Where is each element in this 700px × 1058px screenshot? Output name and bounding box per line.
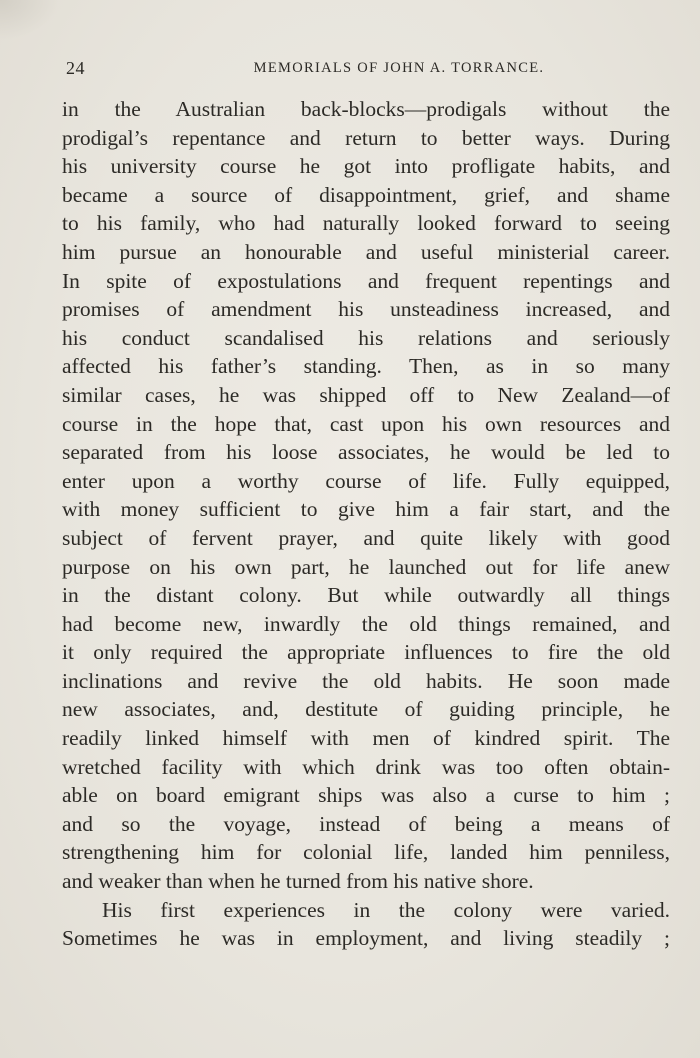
text-line: course in the hope that, cast upon his own resources and xyxy=(62,411,670,436)
text-line: separated from his loose associates, he would be led to xyxy=(62,440,670,465)
text-line-indented: His first experiences in the colony were varied. xyxy=(102,897,670,922)
text-line: readily linked himself with men of kindred spirit. The xyxy=(62,726,670,751)
text-line: purpose on his own part, he launched out for life anew xyxy=(62,554,670,579)
text-line: new associates, and, destitute of guiding principle, he xyxy=(62,697,670,722)
page-header xyxy=(66,58,670,82)
page-number: 24 xyxy=(66,58,85,78)
text-line: it only required the appropriate influences to fire the old xyxy=(62,640,670,665)
text-line: promises of amendment his unsteadiness increased, and xyxy=(62,297,670,322)
text-line: able on board emigrant ships was also a curse to him ; xyxy=(62,783,670,808)
text-line: Sometimes he was in employment, and living steadily ; xyxy=(62,926,670,951)
text-line: his conduct scandalised his relations and seriously xyxy=(62,325,670,350)
text-line: wretched facility with which drink was too often obtain- xyxy=(62,754,670,779)
text-line: became a source of disappointment, grief, and shame xyxy=(62,182,670,207)
page-corner-smudge xyxy=(0,0,60,40)
text-line: inclinations and revive the old habits. He soon made xyxy=(62,668,670,693)
running-title: MEMORIALS OF JOHN A. TORRANCE. xyxy=(253,60,545,76)
text-line: his university course he got into profligate habits, and xyxy=(62,154,670,179)
text-line: enter upon a worthy course of life. Fully equipped, xyxy=(62,468,670,493)
text-line: in the Australian back-blocks—prodigals without the xyxy=(62,97,670,121)
text-line: with money sufficient to give him a fair start, and the xyxy=(62,497,670,522)
text-line: to his family, who had naturally looked forward to seeing xyxy=(62,211,670,236)
text-line: and weaker than when he turned from his native shore. xyxy=(62,869,534,894)
text-line: similar cases, he was shipped off to New Zealand—of xyxy=(62,382,670,407)
text-line: him pursue an honourable and useful ministerial career. xyxy=(62,239,670,264)
text-line: subject of fervent prayer, and quite likely with good xyxy=(62,525,670,550)
text-line: strengthening him for colonial life, landed him penniless, xyxy=(62,840,670,865)
text-line: had become new, inwardly the old things remained, and xyxy=(62,611,670,636)
text-line: affected his father’s standing. Then, as in so many xyxy=(62,354,670,379)
text-line: in the distant colony. But while outwardly all things xyxy=(62,583,670,608)
body-text xyxy=(62,95,670,953)
text-line: In spite of expostulations and frequent repentings and xyxy=(62,268,670,293)
text-line: and so the voyage, instead of being a means of xyxy=(62,811,670,836)
text-line: prodigal’s repentance and return to better ways. During xyxy=(62,125,670,150)
